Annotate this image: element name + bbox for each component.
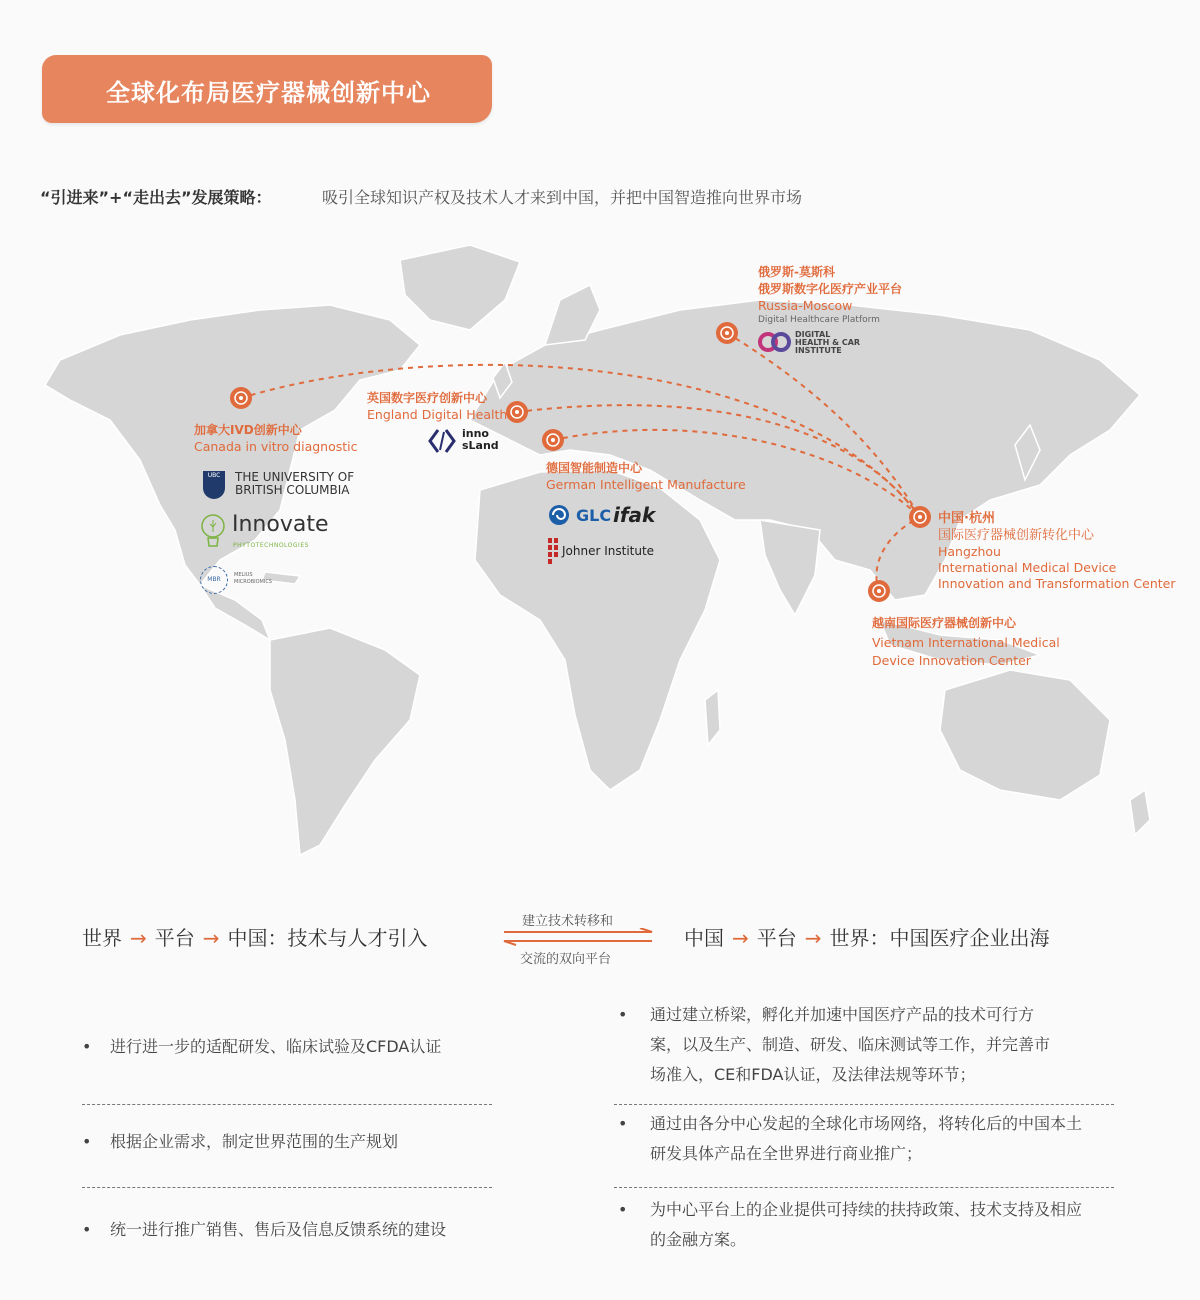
mbr-emblem-icon: MBR — [200, 566, 228, 594]
innovate-wordmark: Innovate — [232, 512, 329, 537]
strategy-label: “引进来”+“走出去”发展策略： — [40, 188, 272, 207]
england-center-en: England Digital Health — [367, 407, 508, 422]
right-flow-platform: 平台 — [756, 926, 797, 950]
mbr-line2: MICROBIOMICS — [234, 579, 272, 585]
digital-health-line2: HEALTH & CAR — [795, 338, 861, 347]
china-city-en: Hangzhou — [938, 544, 1001, 559]
vietnam-center-en-2: Device Innovation Center — [872, 653, 1031, 668]
arrow-right-icon: → — [732, 926, 749, 950]
glc-wordmark: GLC — [576, 506, 612, 525]
bullet-dot: • — [618, 1200, 628, 1219]
marker-canada — [230, 387, 252, 409]
right-item-1-line-2: 案，以及生产、制造、研发、临床测试等工作，并完善市 — [650, 1035, 1051, 1054]
germany-center-en: German Intelligent Manufacture — [546, 477, 746, 492]
new-zealand — [1130, 790, 1150, 835]
left-flow-title — [82, 922, 428, 951]
vietnam-center-en-1: Vietnam International Medical — [872, 635, 1060, 650]
right-item-1-line-3: 场准入，CE和FDA认证，及法律法规等环节； — [650, 1065, 976, 1084]
divider — [614, 1104, 1114, 1105]
ifak-wordmark: ifak — [613, 503, 656, 527]
bullet-dot: • — [618, 1005, 628, 1024]
russia-city-en: Russia-Moscow — [758, 298, 853, 313]
marker-china — [909, 506, 931, 528]
digital-health-knot-icon — [757, 330, 793, 354]
digital-health-line3: INSTITUTE — [795, 346, 842, 355]
left-item-3-text: 统一进行推广销售、售后及信息反馈系统的建设 — [110, 1220, 447, 1239]
russia-city: 俄罗斯-莫斯科 — [758, 265, 835, 279]
glc-swirl-icon — [548, 504, 570, 526]
russia-platform: 俄罗斯数字化医疗产业平台 — [758, 282, 903, 296]
divider — [82, 1104, 492, 1105]
innoisland-mark-icon — [428, 428, 458, 454]
right-item-3-line-2: 的金融方案。 — [650, 1230, 747, 1249]
left-flow-platform: 平台 — [154, 926, 195, 950]
right-flow-world: 世界：中国医疗企业出海 — [829, 926, 1050, 950]
label-canada — [194, 422, 358, 455]
left-flow-china: 中国：技术与人才引入 — [227, 926, 428, 950]
ubc-line1: THE UNIVERSITY OF — [235, 470, 355, 484]
page-title: 全球化布局医疗器械创新中心 — [106, 79, 431, 107]
ubc-line2: BRITISH COLUMBIA — [235, 483, 350, 497]
label-china — [938, 510, 1175, 592]
vietnam-center-cn: 越南国际医疗器械创新中心 — [872, 616, 1017, 630]
ubc-crest-icon: UBC — [203, 471, 225, 499]
canada-center-cn: 加拿大IVD创新中心 — [194, 423, 302, 437]
russia-platform-en: Digital Healthcare Platform — [758, 315, 880, 325]
label-germany — [546, 460, 746, 493]
marker-germany — [542, 429, 564, 451]
india — [760, 520, 820, 615]
madagascar — [705, 690, 720, 745]
australia-landmass — [940, 670, 1110, 800]
exchange-label-bottom: 交流的双向平台 — [520, 952, 612, 967]
johner-wordmark: Johner Institute — [562, 544, 655, 558]
innovate-subtitle: PHYTOTECHNOLOGIES — [233, 542, 309, 549]
bullet-dot: • — [82, 1220, 92, 1239]
right-item-2-text — [650, 1109, 1082, 1169]
left-item-2-text: 根据企业需求，制定世界范围的生产规划 — [110, 1132, 399, 1151]
china-center-en-1: International Medical Device — [938, 560, 1117, 575]
china-city: 中国·杭州 — [938, 511, 995, 526]
innoisland-line1: inno — [462, 427, 489, 440]
marker-vietnam — [868, 580, 890, 602]
marker-england — [506, 401, 528, 423]
england-center-cn: 英国数字医疗创新中心 — [367, 391, 488, 405]
bullet-dot: • — [82, 1132, 92, 1151]
right-item-3-line-1: 为中心平台上的企业提供可持续的扶持政策、技术支持及相应 — [650, 1200, 1083, 1219]
arrow-right-icon: → — [804, 926, 822, 950]
china-center-en-2: Innovation and Transformation Center — [938, 576, 1176, 591]
right-flow-china: 中国 — [684, 926, 724, 950]
label-russia — [758, 264, 902, 327]
right-item-1-line-1: 通过建立桥梁，孵化并加速中国医疗产品的技术可行方 — [650, 1005, 1035, 1024]
right-item-3-text — [650, 1195, 1082, 1255]
label-vietnam — [872, 615, 1060, 670]
arrow-right-icon: → — [130, 926, 147, 950]
lightbulb-icon — [200, 512, 226, 552]
johner-mark-icon — [548, 538, 560, 564]
mbr-line1: MELIUS — [234, 572, 253, 578]
marker-russia — [716, 322, 738, 344]
greenland — [400, 245, 520, 330]
arrow-right-icon: → — [202, 926, 220, 950]
strategy-text: 吸引全球知识产权及技术人才来到中国，并把中国智造推向世界市场 — [322, 188, 803, 207]
header-tab — [42, 55, 492, 123]
exchange-label-top: 建立技术转移和 — [522, 914, 614, 929]
left-flow-world: 世界 — [82, 926, 122, 950]
right-item-2-line-1: 通过由各分中心发起的全球化市场网络，将转化后的中国本土 — [650, 1114, 1083, 1133]
innoisland-line2: sLand — [462, 439, 499, 452]
left-item-1-text: 进行进一步的适配研发、临床试验及CFDA认证 — [110, 1037, 442, 1056]
germany-center-cn: 德国智能制造中心 — [546, 461, 643, 475]
bullet-dot: • — [618, 1114, 628, 1133]
label-england — [367, 390, 507, 423]
divider — [614, 1187, 1114, 1188]
bidirectional-arrows-icon — [500, 928, 656, 946]
china-center-cn: 国际医疗器械创新转化中心 — [938, 528, 1095, 543]
digital-health-line1: DIGITAL — [795, 330, 831, 339]
right-item-1-text — [650, 1000, 1050, 1090]
bullet-dot: • — [82, 1037, 92, 1056]
divider — [82, 1187, 492, 1188]
right-item-2-line-2: 研发具体产品在全世界进行商业推广； — [650, 1144, 923, 1163]
right-flow-title — [684, 922, 1050, 951]
south-america-landmass — [270, 628, 420, 855]
canada-center-en: Canada in vitro diagnostic — [194, 439, 358, 454]
